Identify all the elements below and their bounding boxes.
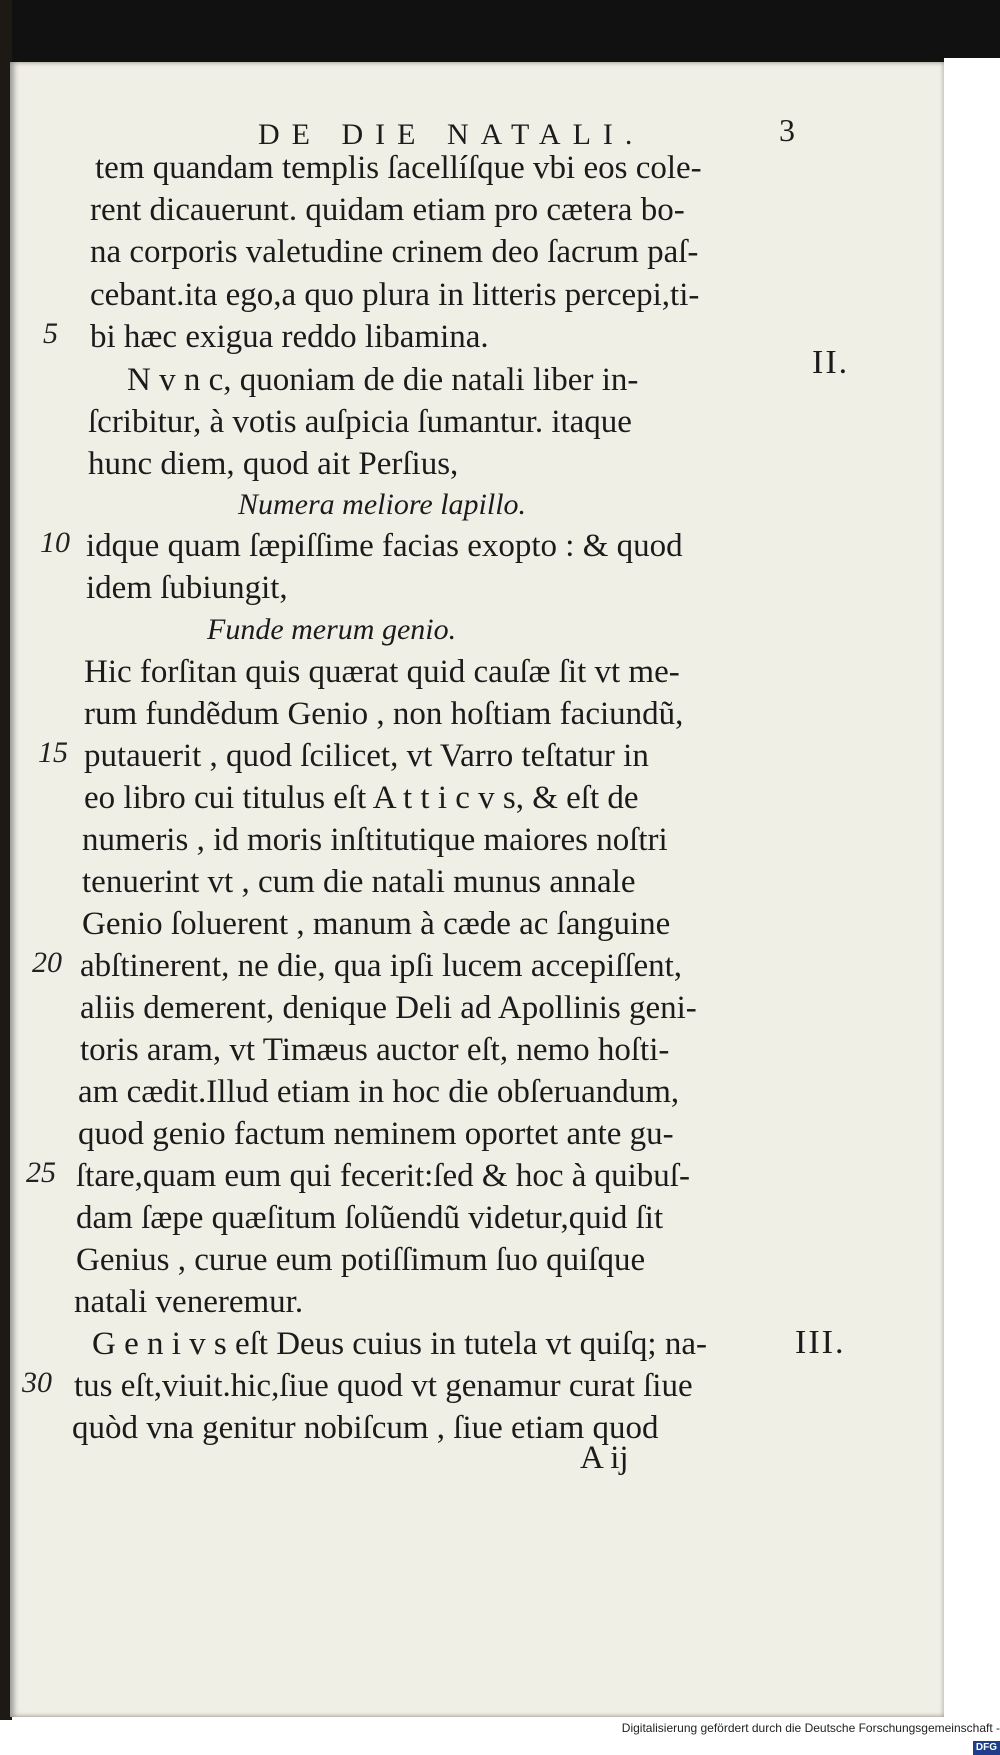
credit-text: Digitalisierung gefördert durch die Deutsche Forschungsgemeinschaft - <box>621 1721 1000 1735</box>
signature-mark: A ij <box>580 1440 629 1476</box>
line-number: 30 <box>22 1366 52 1399</box>
line-number: 25 <box>26 1156 56 1189</box>
digitization-credit <box>602 1719 1000 1753</box>
page-body-text: tem quandam templis ſacellíſque vbi eos cole- rent dicauerunt. quidam etiam pro cætera bo- na corporis valetudine crinem deo ſacrum paſ- cebant.ita ego,a quo plura in litteris percepi,ti- bi hæc exigua reddo libamina. N v n c, quoniam de die natali liber in- ſcribitur, à votis auſpicia ſumantur. itaque hunc diem, quod ait Perſius, Numera meliore lapillo. idque quam ſæpiſſime facias exopto : & quod idem ſubiungit, Funde merum genio. Hic forſitan quis quærat quid cauſæ ſit vt me- rum fundẽdum Genio , non hoſtiam faciundũ, putauerit , quod ſcilicet, vt Varro teſtatur in eo libro cui titulus eſt A t t i c v s, & eſt de numeris , id moris inſtitutique maiores noſtri tenuerint vt , cum die natali munus annale Genio ſoluerent , manum à cæde ac ſanguine abſtinerent, ne die, qua ipſi lucem accepiſſent, aliis demerent, denique Deli ad Apollinis geni- toris aram, vt Timæus auctor eſt, nemo hoſti- am cædit.Illud etiam in hoc die obſeruandum, quod genio factum neminem oportet ante gu- ſtare,quam eum qui fecerit:ſed & hoc à quibuſ- dam ſæpe quæſitum ſolũendũ videtur,quid ſit Genius , curue eum potiſſimum ſuo quiſque natali veneremur. G e n i v s eſt Deus cuius in tutela vt quiſq; na- tus eſt,viuit.hic,ſiue quod vt genamur curat ſiue quòd vna genitur nobiſcum , ſiue etiam quod <box>72 150 707 1446</box>
dfg-logo: DFG <box>973 1741 1000 1755</box>
line-number: 15 <box>38 736 68 769</box>
section-number: III. <box>795 1324 846 1361</box>
line-number: 20 <box>32 946 62 979</box>
line-number: 10 <box>40 526 70 559</box>
running-title: DE DIE NATALI. <box>258 118 645 151</box>
line-number: 5 <box>43 317 58 350</box>
page-folio-number: 3 <box>779 112 795 148</box>
section-number: II. <box>812 344 850 381</box>
